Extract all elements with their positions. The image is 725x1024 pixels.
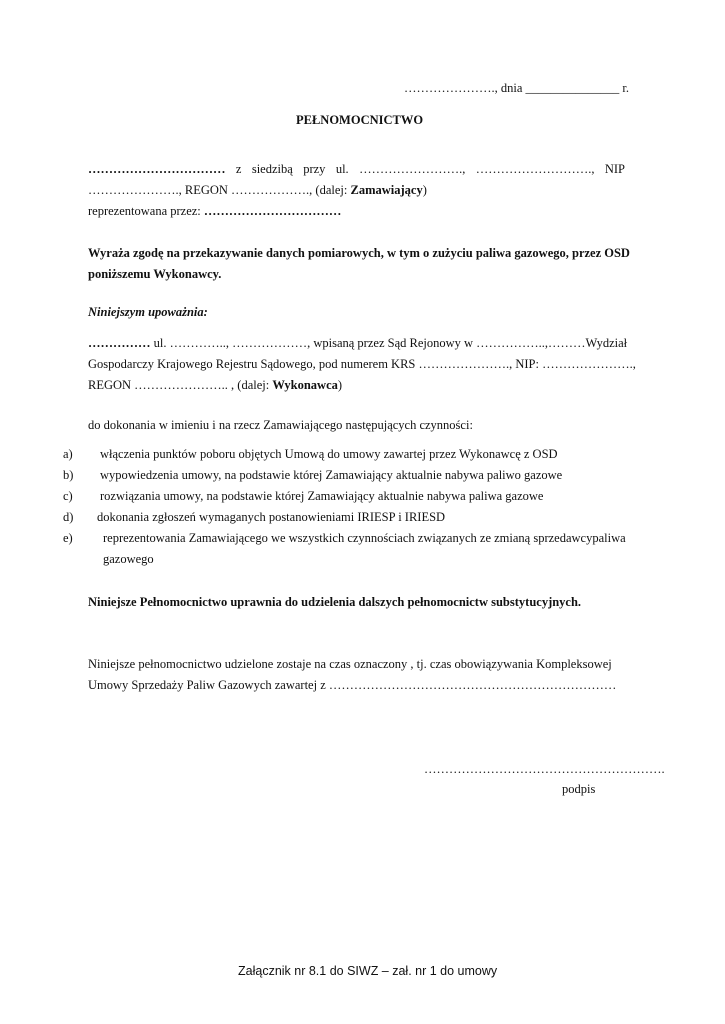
action-item-e: reprezentowania Zamawiającego we wszystkich czynnościach związanych ze zmianą sprzedawcy paliwa xyxy=(103,531,626,545)
agent-alias: Wykonawca xyxy=(272,378,338,392)
document-title: PEŁNOMOCNICTWO xyxy=(296,113,424,127)
signature-label: podpis xyxy=(562,782,596,796)
agent-line-3: REGON ………………….. , (dalej: Wykonawca) xyxy=(88,378,343,392)
principal-city-placeholder: ………………………., xyxy=(475,162,595,176)
principal-street-placeholder: ……………………., xyxy=(359,162,466,176)
action-item-d: dokonania zgłoszeń wymaganych postanowieniami IRIESP i IRIESD xyxy=(97,510,446,524)
action-marker-d: d) xyxy=(63,510,74,524)
action-marker-e: e) xyxy=(63,531,73,545)
date-line: …………………., dnia _______________ r. xyxy=(404,81,629,95)
substitution-clause: Niniejsze Pełnomocnictwo uprawnia do udzielenia dalszych pełnomocnictw substytucyjnych. xyxy=(88,595,582,609)
agent-name-placeholder: …………… xyxy=(88,336,151,350)
action-marker-a: a) xyxy=(63,447,73,461)
principal-name-placeholder: …………………………… xyxy=(88,162,226,176)
principal-line-2: …………………., REGON ………………., (dalej: Zamawiający) xyxy=(88,183,427,197)
principal-line-3: reprezentowana przez: …………………………… xyxy=(88,204,342,218)
consent-line-1: Wyraża zgodę na przekazywanie danych pomiarowych, w tym o zużyciu paliwa gazowego, przez OSD xyxy=(88,246,630,260)
validity-line-1: Niniejsze pełnomocnictwo udzielone zostaje na czas oznaczony , tj. czas obowiązywania Kompleksowej xyxy=(88,657,612,671)
consent-line-2: poniższemu Wykonawcy. xyxy=(88,267,222,281)
representative-placeholder: …………………………… xyxy=(203,204,342,218)
validity-line-2: Umowy Sprzedaży Paliw Gazowych zawartej z …………………………………………………………… xyxy=(88,678,617,692)
action-item-c: rozwiązania umowy, na podstawie której Zamawiający aktualnie nabywa paliwa gazowe xyxy=(100,489,544,503)
principal-line-1: …………………………… z siedzibą przy ul. ……………………., ………………………., NIP xyxy=(88,162,625,176)
page-footer: Załącznik nr 8.1 do SIWZ – zał. nr 1 do umowy xyxy=(238,964,498,978)
authorize-heading: Niniejszym upoważnia: xyxy=(88,305,208,319)
action-marker-c: c) xyxy=(63,489,73,503)
action-item-e-continued: gazowego xyxy=(103,552,154,566)
action-item-a: włączenia punktów poboru objętych Umową do umowy zawartej przez Wykonawcę z OSD xyxy=(100,447,558,461)
actions-intro: do dokonania w imieniu i na rzecz Zamawiającego następujących czynności: xyxy=(88,418,473,432)
principal-alias: Zamawiający xyxy=(350,183,423,197)
action-marker-b: b) xyxy=(63,468,74,482)
agent-line-1: …………… ul. ………….., ………………, wpisaną przez Sąd Rejonowy w ……………..,……… Wydział xyxy=(88,336,628,350)
signature-line: …………………………………………………. xyxy=(424,762,665,776)
action-item-b: wypowiedzenia umowy, na podstawie której Zamawiający aktualnie nabywa paliwo gazowe xyxy=(100,468,563,482)
agent-line-2: Gospodarczy Krajowego Rejestru Sądowego, pod numerem KRS …………………., NIP: …………………., xyxy=(88,357,636,371)
